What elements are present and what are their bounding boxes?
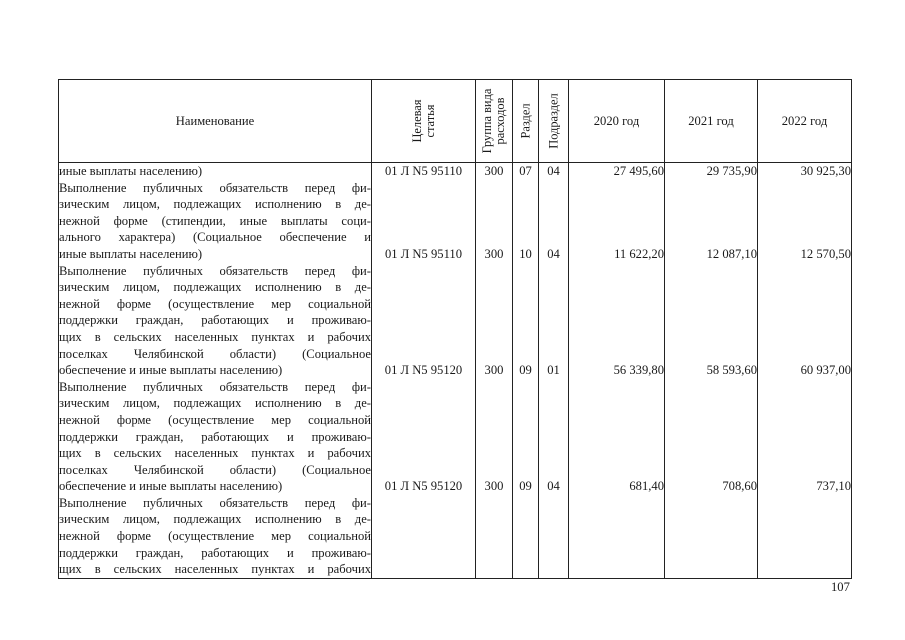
row-subsection: 04 <box>539 163 569 246</box>
header-year-2020: 2020 год <box>569 80 665 163</box>
row-name-cell <box>59 246 372 362</box>
row-name-line: нежной форме (осуществление мер социальной <box>59 412 371 427</box>
row-name-line: нежной форме (осуществление мер социальной <box>59 529 371 544</box>
row-section: 09 <box>513 478 539 578</box>
row-section: 10 <box>513 246 539 362</box>
header-expense-group <box>476 80 513 163</box>
header-section-label: Раздел <box>518 103 532 139</box>
row-expense-group: 300 <box>476 478 513 578</box>
header-target-line2: статья <box>422 104 437 138</box>
row-amount-2022: 737,10 <box>758 478 852 578</box>
row-name-line: щих в сельских населенных пунктах и рабочих <box>59 562 371 577</box>
row-expense-group: 300 <box>476 362 513 478</box>
row-name-line: поддержки граждан, работающих и проживаю- <box>59 429 371 444</box>
row-target-article: 01 Л N5 95110 <box>372 246 476 362</box>
row-name-line: Выполнение публичных обязательств перед фи- <box>59 180 371 195</box>
row-name-line: щих в сельских населенных пунктах и рабочих <box>59 446 371 461</box>
row-target-article: 01 Л N5 95120 <box>372 362 476 478</box>
row-subsection: 04 <box>539 246 569 362</box>
row-name-cell <box>59 163 372 246</box>
row-section: 09 <box>513 362 539 478</box>
row-target-article: 01 Л N5 95120 <box>372 478 476 578</box>
header-year-2022: 2022 год <box>758 80 852 163</box>
table-row <box>59 246 852 362</box>
row-target-article: 01 Л N5 95110 <box>372 163 476 246</box>
row-name-cell <box>59 478 372 578</box>
page-number: 107 <box>831 580 850 594</box>
row-amount-2020: 56 339,80 <box>569 362 665 478</box>
row-amount-2021: 58 593,60 <box>665 362 758 478</box>
header-group-line2: расходов <box>493 97 507 145</box>
row-name-line: иные выплаты населению) <box>59 164 203 178</box>
header-year-2021: 2021 год <box>665 80 758 163</box>
row-amount-2020: 11 622,20 <box>569 246 665 362</box>
row-name-line: зическим лицом, подлежащих исполнению в де- <box>59 512 371 527</box>
row-amount-2020: 681,40 <box>569 478 665 578</box>
row-subsection: 04 <box>539 478 569 578</box>
row-name-line: поселках Челябинской области) (Социальное <box>59 346 371 361</box>
table-row <box>59 478 852 578</box>
row-amount-2022: 12 570,50 <box>758 246 852 362</box>
row-name-line: зическим лицом, подлежащих исполнению в де- <box>59 396 371 411</box>
header-row <box>59 80 852 163</box>
header-name: Наименование <box>59 80 372 163</box>
row-name-cell <box>59 362 372 478</box>
row-subsection: 01 <box>539 362 569 478</box>
row-amount-2022: 60 937,00 <box>758 362 852 478</box>
row-name-line: поддержки граждан, работающих и проживаю- <box>59 545 371 560</box>
row-name-line: ального характера) (Социальное обеспечение и <box>59 230 371 245</box>
header-target-article <box>372 80 476 163</box>
row-name-line: нежной форме (осуществление мер социальной <box>59 296 371 311</box>
row-name-line: обеспечение и иные выплаты населению) <box>59 363 283 378</box>
table-row <box>59 163 852 246</box>
row-name-line: зическим лицом, подлежащих исполнению в де- <box>59 280 371 295</box>
row-name-line: зическим лицом, подлежащих исполнению в де- <box>59 197 371 212</box>
row-name-line: нежной форме (стипендии, иные выплаты соци- <box>59 213 371 228</box>
header-subsection-label: Подраздел <box>546 93 560 149</box>
header-section <box>513 80 539 163</box>
row-name-line: поселках Челябинской области) (Социальное <box>59 462 371 477</box>
row-name-line: щих в сельских населенных пунктах и рабочих <box>59 329 371 344</box>
row-amount-2021: 708,60 <box>665 478 758 578</box>
row-name-line: Выполнение публичных обязательств перед фи- <box>59 263 371 278</box>
row-amount-2022: 30 925,30 <box>758 163 852 246</box>
row-section: 07 <box>513 163 539 246</box>
row-name-line: Выполнение публичных обязательств перед фи- <box>59 379 371 394</box>
row-expense-group: 300 <box>476 246 513 362</box>
row-expense-group: 300 <box>476 163 513 246</box>
budget-table <box>58 79 852 579</box>
table-row <box>59 362 852 478</box>
header-target-line1: Целевая <box>409 99 424 143</box>
row-amount-2021: 12 087,10 <box>665 246 758 362</box>
row-name-line: Выполнение публичных обязательств перед фи- <box>59 495 371 510</box>
header-group-line1: Группа вида <box>480 88 494 154</box>
row-name-line: иные выплаты населению) <box>59 246 203 261</box>
row-name-line: поддержки граждан, работающих и проживаю- <box>59 313 371 328</box>
row-amount-2021: 29 735,90 <box>665 163 758 246</box>
row-name-line: обеспечение и иные выплаты населению) <box>59 479 283 494</box>
header-subsection <box>539 80 569 163</box>
row-amount-2020: 27 495,60 <box>569 163 665 246</box>
